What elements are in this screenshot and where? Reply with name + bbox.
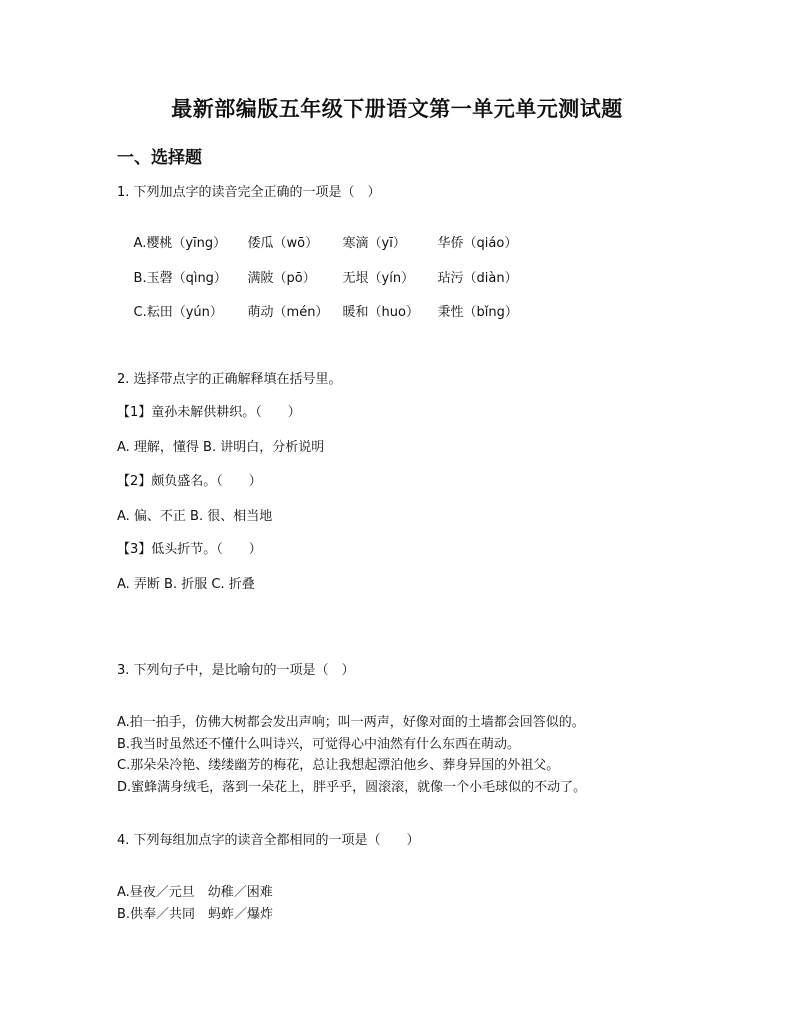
question-3-option-d: D.蜜蜂满身绒毛，落到一朵花上，胖乎乎，圆滚滚，就像一个小毛球似的不动了。: [117, 780, 587, 795]
page-title: 最新部编版五年级下册语文第一单元单元测试题: [171, 96, 623, 121]
option-item: C.耘田（yún）: [133, 305, 223, 320]
question-2-stem: 2. 选择带点字的正确解释填在括号里。: [117, 372, 342, 387]
option-item: 倭瓜（wō）: [247, 236, 319, 251]
question-2-sub-2: 【2】颇负盛名。（ ）: [117, 474, 262, 489]
question-1-option-c: [117, 286, 518, 340]
question-2-sub-3: 【3】低头折节。（ ）: [117, 542, 262, 557]
question-2-sub-1: 【1】童孙未解供耕织。（ ）: [117, 405, 301, 420]
option-item: 寒滴（yī）: [342, 236, 406, 251]
option-item: 萌动（mén）: [247, 305, 329, 320]
question-3-option-b: B.我当时虽然还不懂什么叫诗兴，可觉得心中油然有什么东西在萌动。: [117, 737, 521, 752]
option-item: 秉性（bǐng）: [437, 305, 518, 320]
option-item: 无垠（yín）: [342, 271, 415, 286]
question-2-sub-2-options: A. 偏、不正 B. 很、相当地: [117, 509, 273, 524]
question-4-stem: 4. 下列每组加点字的读音全都相同的一项是（ ）: [117, 833, 420, 848]
question-2-sub-3-options: A. 弄断 B. 折服 C. 折叠: [117, 577, 255, 592]
question-3-stem: 3. 下列句子中，是比喻句的一项是（ ）: [117, 663, 355, 678]
question-3-option-c: C.那朵朵冷艳、缕缕幽芳的梅花，总让我想起漂泊他乡、葬身异国的外祖父。: [117, 758, 560, 773]
question-4-option-a: A.昼夜／元旦 幼稚／困难: [117, 885, 273, 900]
option-item: A.樱桃（yīng）: [133, 236, 227, 251]
question-4-option-b: B.供奉／共同 蚂蚱／爆炸: [117, 907, 274, 922]
option-item: 玷污（diàn）: [437, 271, 518, 286]
option-item: 暖和（huo）: [342, 305, 419, 320]
option-item: 华侨（qiáo）: [437, 236, 518, 251]
question-1-stem: 1. 下列加点字的读音完全正确的一项是（ ）: [117, 185, 381, 200]
question-2-sub-1-options: A. 理解，懂得 B. 讲明白，分析说明: [117, 440, 325, 455]
option-item: 满陂（pō）: [247, 271, 316, 286]
question-3-option-a: A.拍一拍手，仿佛大树都会发出声响；叫一两声，好像对面的土墙都会回答似的。: [117, 715, 585, 730]
option-item: B.玉磬（qìng）: [133, 271, 227, 286]
section-heading: 一、选择题: [117, 148, 202, 168]
